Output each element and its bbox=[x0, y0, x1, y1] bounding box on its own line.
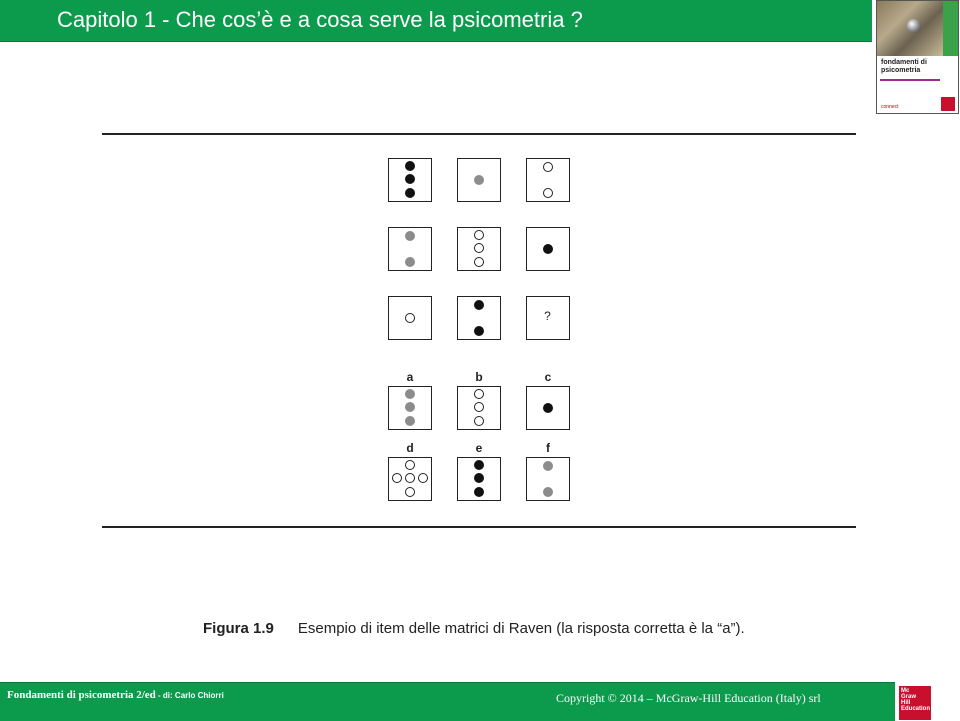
matrix-cell bbox=[526, 296, 570, 340]
white-dot bbox=[543, 188, 553, 198]
book-cover-line bbox=[880, 79, 940, 81]
matrix-cell bbox=[388, 296, 432, 340]
slide-title: Capitolo 1 - Che cos’è e a cosa serve la psicometria ? bbox=[57, 7, 583, 32]
figure-bottom-rule bbox=[102, 526, 856, 528]
option-cell bbox=[457, 386, 501, 430]
white-dot bbox=[405, 487, 415, 497]
book-cover-strip bbox=[943, 1, 959, 56]
book-cover-photo bbox=[877, 1, 943, 56]
matrix-cell bbox=[457, 158, 501, 202]
matrix-cell bbox=[526, 158, 570, 202]
matrix-cell bbox=[457, 296, 501, 340]
black-dot bbox=[474, 300, 484, 310]
option-label: f bbox=[546, 441, 550, 455]
black-dot bbox=[543, 403, 553, 413]
figure-caption-text: Esempio di item delle matrici di Raven (la risposta corretta è la “a”). bbox=[297, 620, 745, 637]
white-dot bbox=[405, 473, 415, 483]
black-dot bbox=[474, 460, 484, 470]
white-dot bbox=[543, 162, 553, 172]
option-label: e bbox=[475, 441, 483, 455]
option-label: c bbox=[544, 370, 552, 384]
matrix-cell bbox=[388, 158, 432, 202]
option-cell bbox=[388, 386, 432, 430]
gray-dot bbox=[543, 487, 553, 497]
option-label: d bbox=[406, 441, 414, 455]
ball-icon bbox=[907, 19, 921, 33]
option-cell bbox=[388, 457, 432, 501]
white-dot bbox=[474, 402, 484, 412]
black-dot bbox=[474, 326, 484, 336]
black-dot bbox=[474, 473, 484, 483]
footer-copyright: Copyright © 2014 – McGraw-Hill Education (Italy) srl bbox=[556, 691, 821, 705]
option-cell bbox=[526, 386, 570, 430]
gray-dot bbox=[405, 257, 415, 267]
white-dot bbox=[474, 230, 484, 240]
footer-bar bbox=[0, 682, 895, 721]
footer-book: Fondamenti di psicometria 2/ed bbox=[7, 689, 156, 701]
option-cell bbox=[526, 457, 570, 501]
white-dot bbox=[392, 473, 402, 483]
option-label: b bbox=[475, 370, 483, 384]
black-dot bbox=[405, 188, 415, 198]
gray-dot bbox=[543, 461, 553, 471]
option-label: a bbox=[406, 370, 414, 384]
gray-dot bbox=[405, 389, 415, 399]
mcgraw-hill-logo-icon: Mc Graw Hill Education bbox=[899, 686, 931, 720]
white-dot bbox=[405, 460, 415, 470]
figure-caption bbox=[203, 620, 745, 637]
white-dot bbox=[474, 389, 484, 399]
book-cover-title: fondamenti di psicometria bbox=[881, 59, 927, 74]
white-dot bbox=[474, 243, 484, 253]
gray-dot bbox=[405, 231, 415, 241]
matrix-cell bbox=[388, 227, 432, 271]
figure-top-rule bbox=[102, 133, 856, 135]
book-cover-thumbnail bbox=[876, 0, 959, 114]
footer-author: - di: Carlo Chiorri bbox=[155, 691, 224, 700]
white-dot bbox=[474, 416, 484, 426]
white-dot bbox=[474, 257, 484, 267]
matrix-cell bbox=[526, 227, 570, 271]
figure-caption-label: Figura 1.9 bbox=[203, 620, 274, 637]
gray-dot bbox=[405, 416, 415, 426]
footer-book-title bbox=[7, 689, 224, 701]
white-dot bbox=[405, 313, 415, 323]
missing-cell-mark: ? bbox=[544, 309, 551, 323]
matrix-cell bbox=[457, 227, 501, 271]
gray-dot bbox=[474, 175, 484, 185]
black-dot bbox=[474, 487, 484, 497]
white-dot bbox=[418, 473, 428, 483]
option-cell bbox=[457, 457, 501, 501]
black-dot bbox=[405, 161, 415, 171]
title-bar bbox=[0, 0, 872, 42]
gray-dot bbox=[405, 402, 415, 412]
book-cover-connect: connect bbox=[881, 104, 899, 110]
black-dot bbox=[543, 244, 553, 254]
publisher-logo-icon bbox=[941, 97, 955, 111]
black-dot bbox=[405, 174, 415, 184]
